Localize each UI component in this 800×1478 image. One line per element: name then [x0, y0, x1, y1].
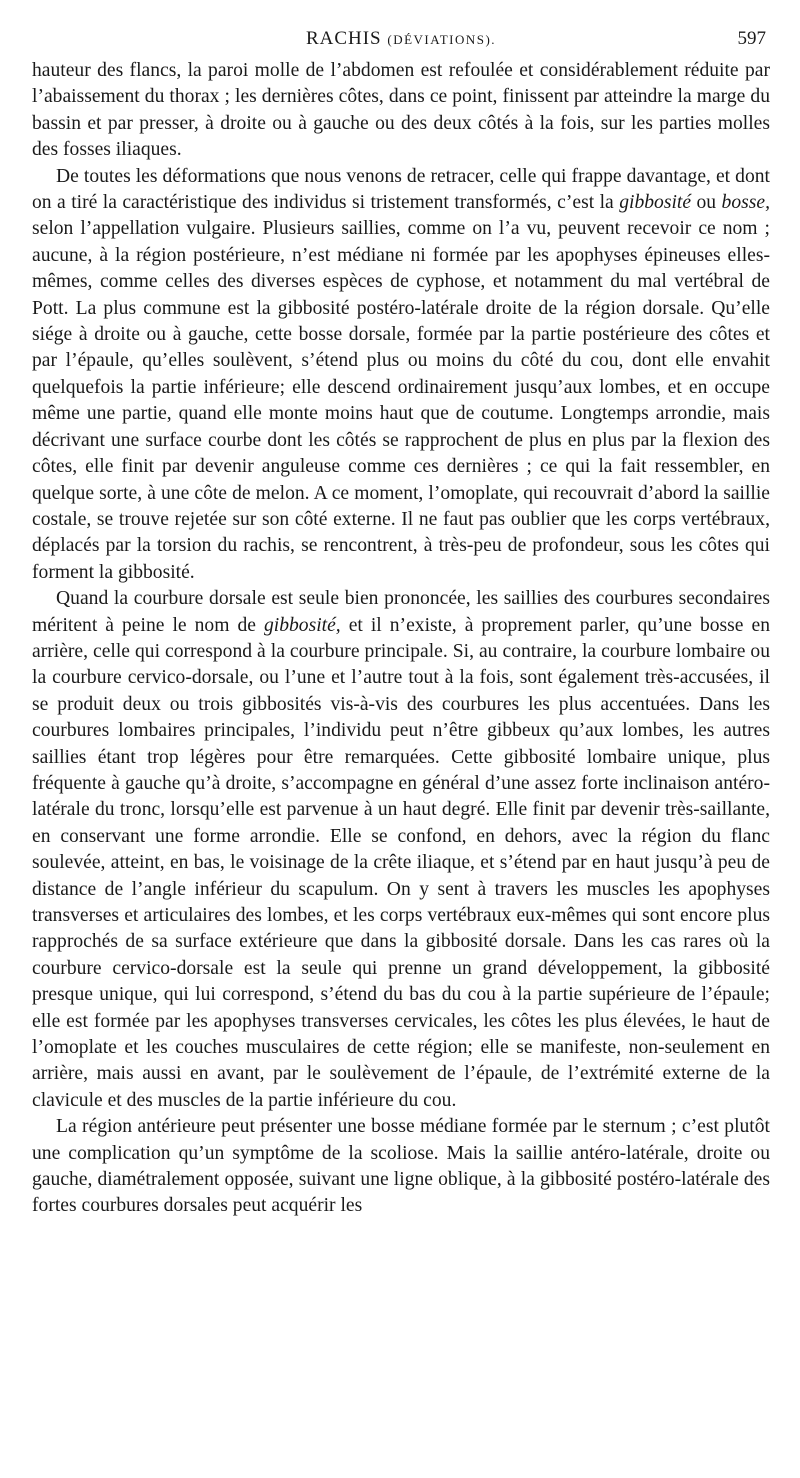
text-run: hauteur des flancs, la paroi molle de l’abdomen est refoulée et considérablement réduite par l’abaissement du thorax ; les dernières côtes, dans ce point, finissent par atteindre la marge du bassin et par presser, à droite ou à gauche ou des deux côtés à la fois, sur les parties molles des fosses iliaques. [32, 60, 770, 161]
text-run: La région antérieure peut présenter une bosse médiane formée par le sternum ; c’est plutôt une complication qu’un symptôme de la scoliose. Mais la saillie antéro-latérale, droite ou gauche, diamétralement opposée, suivant une ligne oblique, à la gibbosité postéro-latérale des fortes courbures dorsales peut acquérir les [32, 1116, 770, 1217]
body-text [32, 58, 770, 1220]
text-run: et il n’existe, à proprement parler, qu’une bosse en arrière, celle qui correspond à la courbure principale. Si, au contraire, la courbure lombaire ou la courbure cervico-dorsale, ou l’une et l’autre tout à la fois, sont également très-accusées, il se produit deux ou trois gibbosités vis-à-vis des courbures les plus accentuées. Dans les courbures lombaires principales, l’individu peut n’être gibbeux qu’aux lombes, les autres saillies étant trop légères pour être remarquées. Cette gibbosité lombaire unique, plus fréquente à gauche qu’à droite, s’accompagne en général d’une assez forte inclinaison antéro-latérale du tronc, lorsqu’elle est parvenue à un haut degré. Elle finit par devenir très-saillante, en conservant une forme arrondie. Elle se confond, en dehors, avec la région du flanc soulevée, atteint, en bas, le voisinage de la crête iliaque, et s’étend par en haut jusqu’à peu de distance de l’angle inférieur du scapulum. On y sent à travers les muscles les apophyses transverses et articulaires des lombes, et les corps vertébraux eux-mêmes qui sont encore plus rapprochés de sa surface extérieure que dans la gibbosité dorsale. Dans les cas rares où la courbure cervico-dorsale est la seule qui prenne un grand développement, la gibbosité presque unique, qui lui correspond, s’étend du bas du cou à la partie supérieure de l’épaule; elle est formée par les apophyses transverses cervicales, les côtes les plus élevées, le haut de l’omoplate et les couches musculaires de cette région; elle se manifeste, non-seulement en arrière, mais aussi en avant, par le soulèvement de l’épaule, de l’extrémité externe de la clavicule et des muscles de la partie inférieure du cou. [32, 614, 770, 1111]
italic-term: gibbosité, [263, 614, 341, 636]
page-number: 597 [737, 28, 766, 49]
italic-term: gibbosité [619, 192, 692, 214]
text-run: De toutes les déformations que nous venons de retracer, celle qui frappe davantage, et dont on a tiré la caractéristique des individus si tristement transformés, c’est la [32, 165, 770, 214]
running-title-main: RACHIS [305, 28, 382, 49]
text-run: ou [691, 192, 722, 214]
paragraph-4 [32, 1114, 770, 1220]
page [32, 28, 770, 1220]
running-head [32, 28, 770, 58]
text-run: selon l’appellation vulgaire. Plusieurs saillies, comme on l’a vu, peuvent recevoir ce nom ; aucune, à la région postérieure, n’est médiane ni formée par les apophyses épineuses elles-mêmes, comme celles des diverses espèces de cyphose, et notamment du mal vertébral de Pott. La plus commune est la gibbosité postéro-latérale droite de la région dorsale. Qu’elle siége à droite ou à gauche, cette bosse dorsale, formée par la partie postérieure des côtes et par l’épaule, qu’elles soulèvent, s’étend plus ou moins du côté du cou, dont elle envahit quelquefois la partie inférieure; elle descend ordinairement jusqu’aux lombes, et en occupe même une partie, quand elle monte moins haut que de coutume. Longtemps arrondie, mais décrivant une surface courbe dont les côtés se rapprochent de plus en plus par la flexion des côtes, elle finit par devenir anguleuse comme ces dernières ; ce qui la fait ressembler, en quelque sorte, à une côte de melon. A ce moment, l’omoplate, qui recouvrait d’abord la saillie costale, se trouve rejetée sur son côté externe. Il ne faut pas oublier que les corps vertébraux, déplacés par la torsion du rachis, se rencontrent, à très-peu de profondeur, sous les côtes qui forment la gibbosité. [32, 218, 770, 583]
text-run: Quand la courbure dorsale est seule bien prononcée, les saillies des courbures secondaires méritent à peine le nom de [32, 588, 770, 636]
paragraph-1 [32, 58, 770, 164]
running-title [32, 28, 770, 50]
paragraph-3 [32, 586, 770, 1114]
italic-term: bosse, [721, 192, 770, 214]
running-title-subtitle: (DÉVIATIONS). [387, 32, 497, 47]
paragraph-2 [32, 164, 770, 587]
